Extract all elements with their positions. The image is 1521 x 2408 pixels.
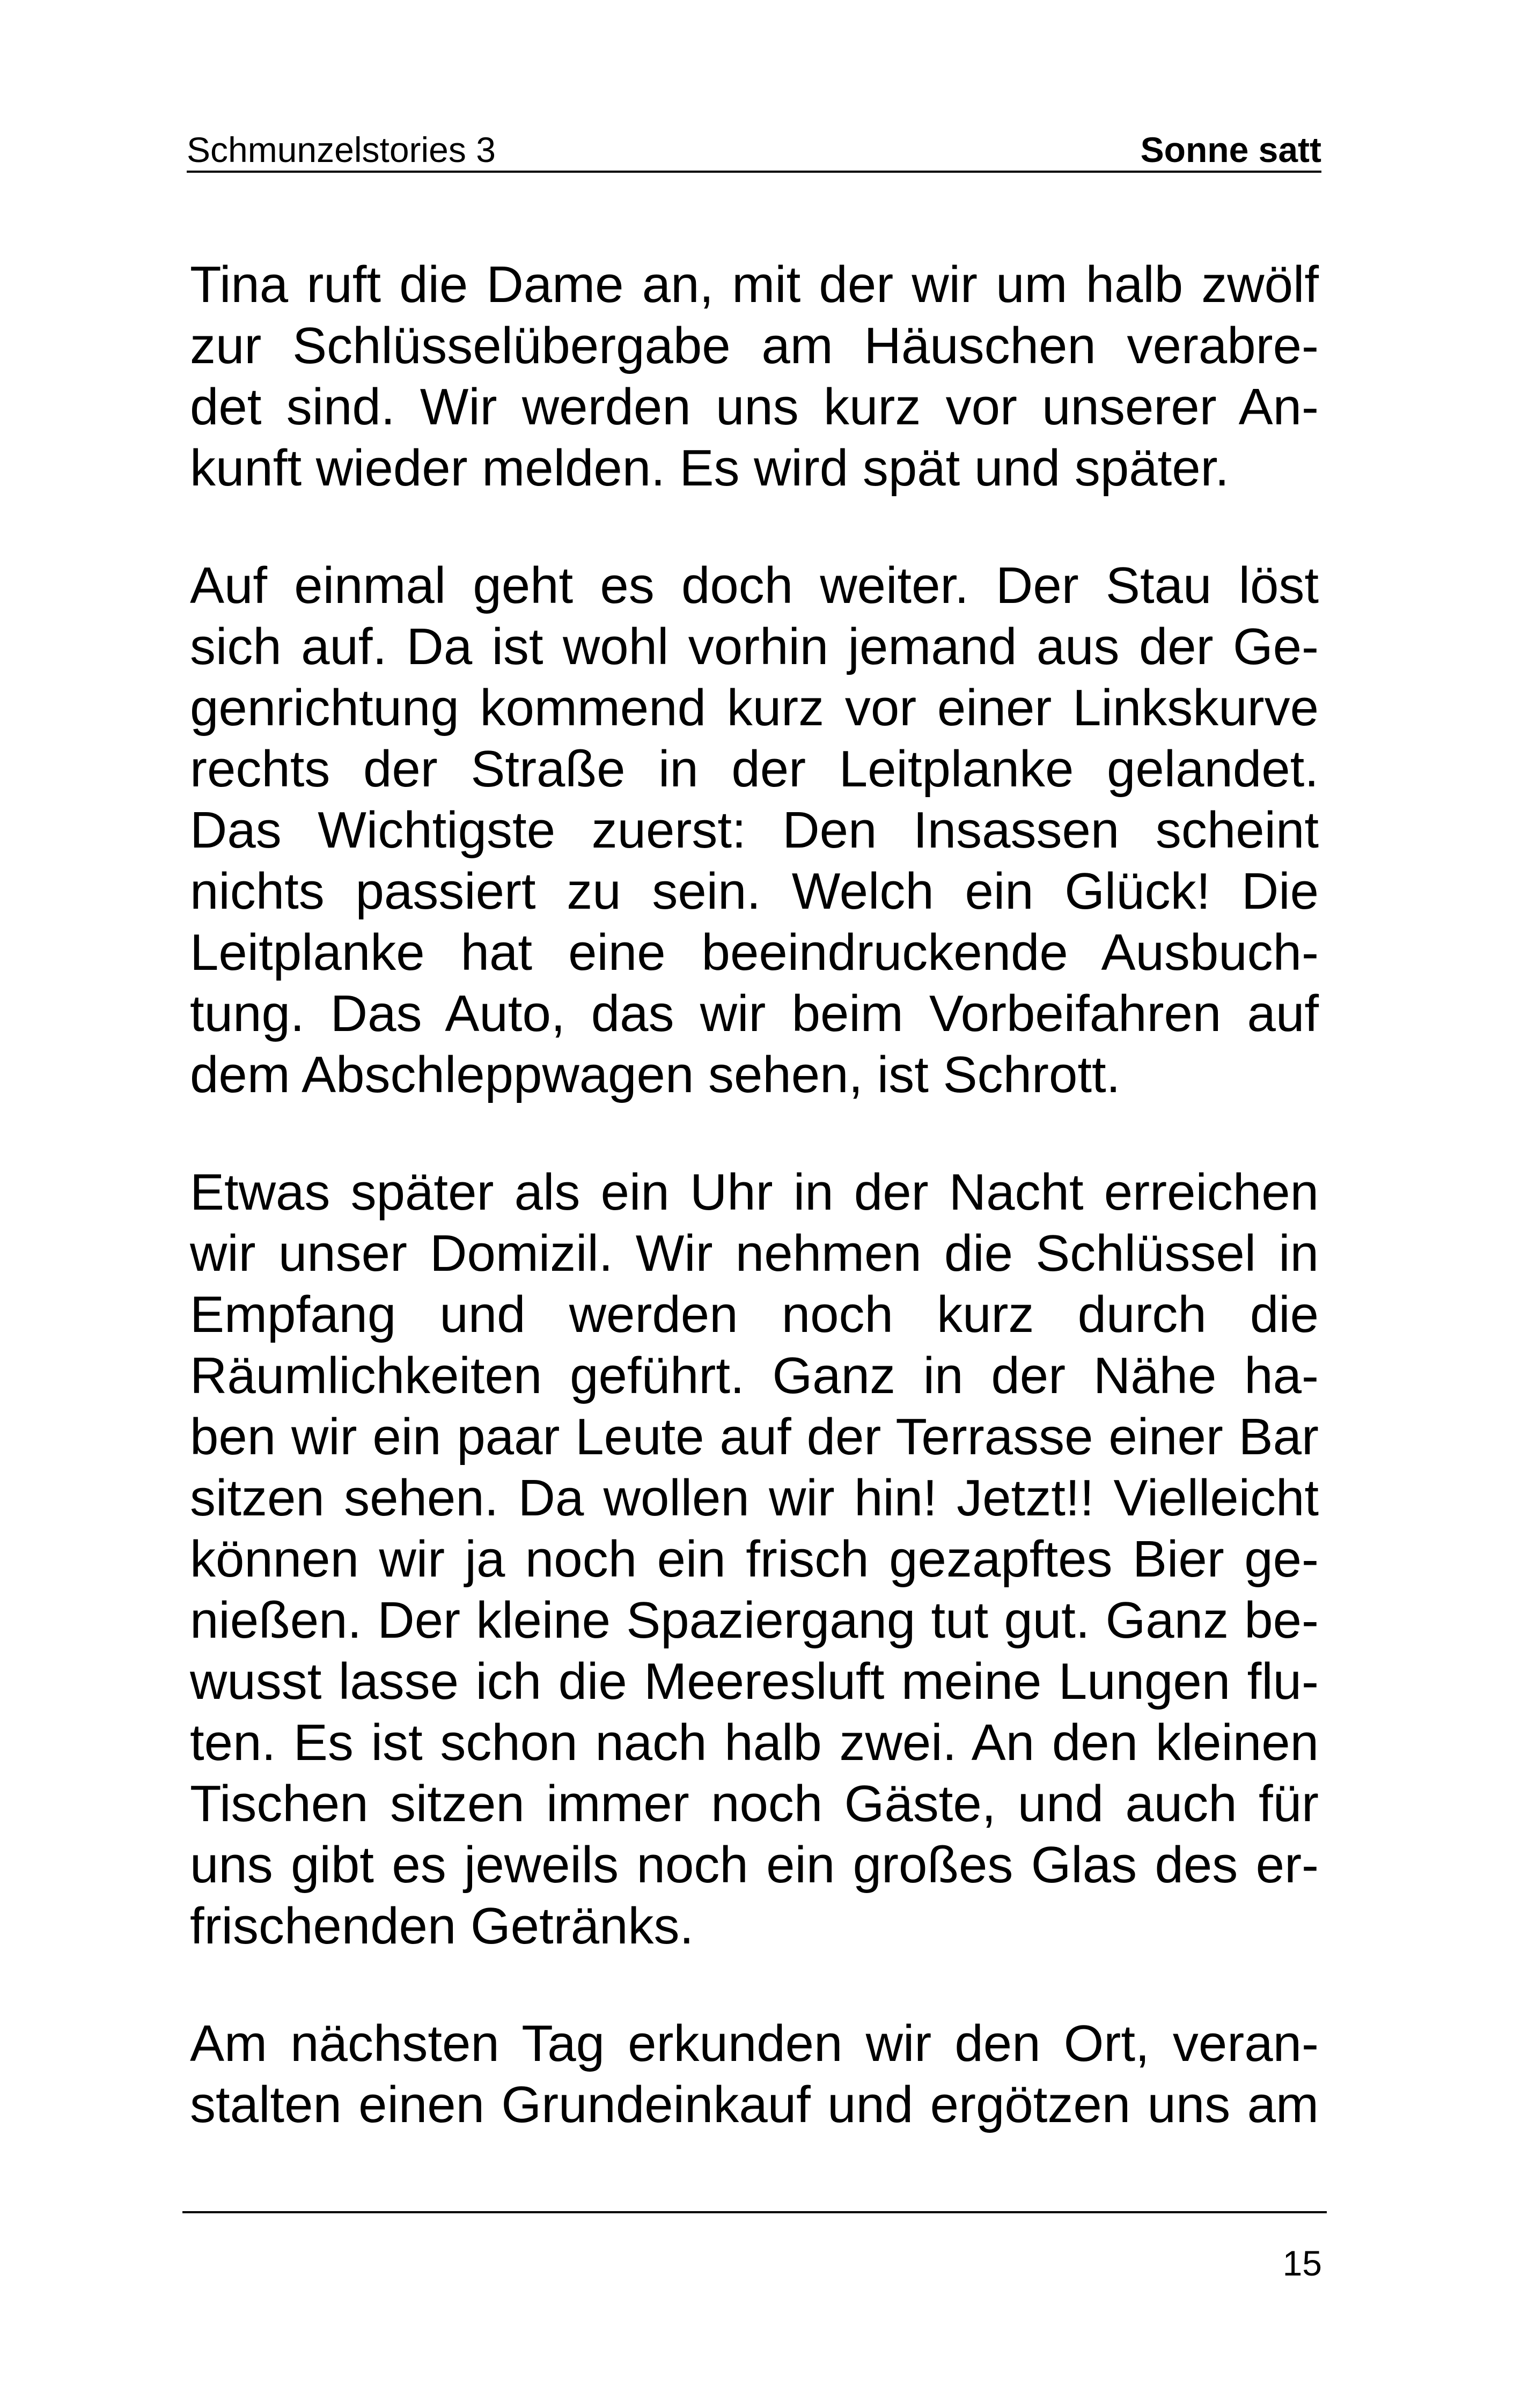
text-line: genrichtung kommend kurz vor einer Linkskurve <box>190 679 1319 737</box>
text-line: Tischen sitzen immer noch Gäste, und auch für <box>190 1775 1319 1832</box>
body-text <box>190 254 1319 2135</box>
text-line: Tina ruft die Dame an, mit der wir um halb zwölf <box>190 256 1319 313</box>
running-header <box>187 128 1321 173</box>
text-line: können wir ja noch ein frisch gezapftes Bier ge- <box>190 1530 1319 1588</box>
text-line: Das Wichtigste zuerst: Den Insassen scheint <box>190 801 1319 859</box>
text-line: wusst lasse ich die Meeresluft meine Lungen flu- <box>190 1653 1319 1710</box>
text-line: Etwas später als ein Uhr in der Nacht erreichen <box>190 1164 1319 1221</box>
paragraph <box>190 254 1319 499</box>
text-line: Räumlichkeiten geführt. Ganz in der Nähe ha- <box>190 1347 1319 1404</box>
text-line: sich auf. Da ist wohl vorhin jemand aus der Ge- <box>190 618 1319 675</box>
text-line: det sind. Wir werden uns kurz vor unserer An- <box>190 378 1319 436</box>
book-title: Schmunzelstories 3 <box>187 130 496 170</box>
footer-rule <box>182 2211 1327 2213</box>
text-line: uns gibt es jeweils noch ein großes Glas des er- <box>190 1836 1319 1894</box>
text-line: sitzen sehen. Da wollen wir hin! Jetzt!! Vielleicht <box>190 1469 1319 1527</box>
text-line: zur Schlüsselübergabe am Häuschen verabre- <box>190 317 1319 374</box>
paragraph-gap <box>190 1957 1319 2013</box>
text-line: Empfang und werden noch kurz durch die <box>190 1286 1319 1343</box>
text-line: wir unser Domizil. Wir nehmen die Schlüssel in <box>190 1225 1319 1282</box>
text-line: nichts passiert zu sein. Welch ein Glück! Die <box>190 863 1319 920</box>
text-line: ben wir ein paar Leute auf der Terrasse einer Bar <box>190 1408 1319 1466</box>
text-line: Auf einmal geht es doch weiter. Der Stau löst <box>190 557 1319 614</box>
text-line: tung. Das Auto, das wir beim Vorbeifahren auf <box>190 985 1319 1042</box>
paragraph <box>190 1162 1319 1957</box>
text-line: nießen. Der kleine Spaziergang tut gut. Ganz be- <box>190 1592 1319 1649</box>
text-line: ten. Es ist schon nach halb zwei. An den kleinen <box>190 1714 1319 1771</box>
text-line: kunft wieder melden. Es wird spät und später. <box>190 439 1230 497</box>
text-line: Leitplanke hat eine beeindruckende Ausbuch- <box>190 924 1319 981</box>
text-line: dem Abschleppwagen sehen, ist Schrott. <box>190 1046 1121 1103</box>
paragraph <box>190 555 1319 1106</box>
page-number: 15 <box>1282 2243 1322 2283</box>
text-line: Am nächsten Tag erkunden wir den Ort, veran- <box>190 2015 1319 2072</box>
text-line: rechts der Straße in der Leitplanke gelandet. <box>190 740 1319 798</box>
text-line: frischenden Getränks. <box>190 1897 694 1955</box>
paragraph-gap <box>190 499 1319 555</box>
paragraph <box>190 2013 1319 2135</box>
paragraph-gap <box>190 1106 1319 1162</box>
chapter-title: Sonne satt <box>1140 130 1321 170</box>
text-line: stalten einen Grundeinkauf und ergötzen uns am <box>190 2076 1319 2133</box>
